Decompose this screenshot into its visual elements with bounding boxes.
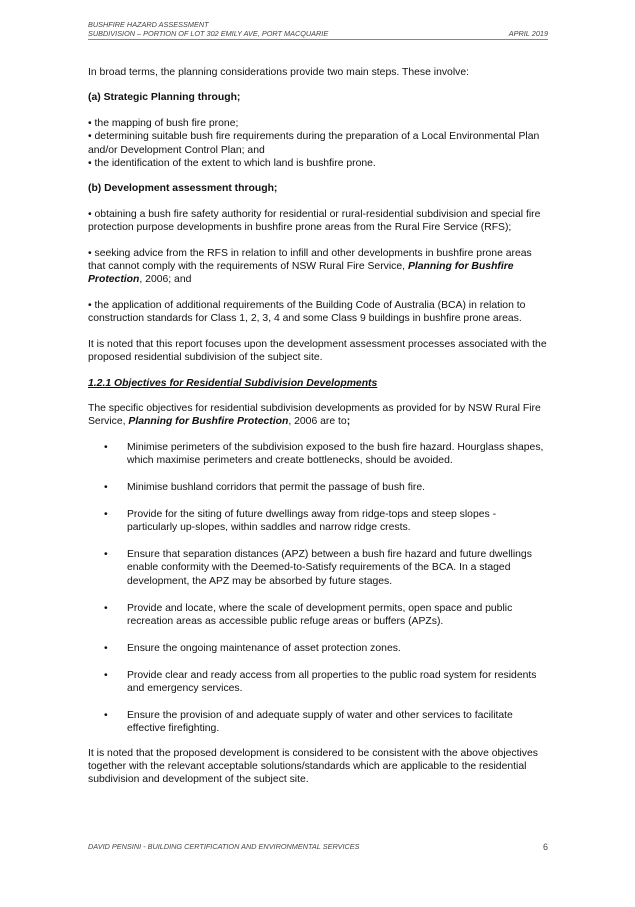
objective-text: Provide clear and ready access from all properties to the public road system for residents and emergency services. xyxy=(127,669,537,694)
objective-item xyxy=(88,602,548,629)
bullet-icon: • xyxy=(104,602,108,614)
objectives-intro-text: , 2006 are to xyxy=(288,416,347,428)
bullet-icon: • xyxy=(104,441,108,453)
objective-text: Minimise bushland corridors that permit the passage of bush fire. xyxy=(127,481,426,493)
page-number: 6 xyxy=(542,842,548,852)
publication-title: Planning for Bushfire Protection xyxy=(128,416,289,428)
development-item-text: • seeking advice from the RFS in relation to infill and other developments in bushfire prone areas that cannot comply with the requirements of NSW Rural Fire Service, xyxy=(88,247,532,273)
objectives-list xyxy=(88,441,548,736)
focus-note: It is noted that this report focuses upon the development assessment processes associated with the proposed residential subdivision of the subject site. xyxy=(88,338,547,364)
objective-item xyxy=(88,441,548,468)
objective-text: Provide and locate, where the scale of development permits, open space and public recreation areas as accessible public refuge areas or buffers (APZs). xyxy=(127,602,513,627)
objective-item xyxy=(88,508,548,535)
strategic-heading: (a) Strategic Planning through; xyxy=(88,92,241,104)
objective-item xyxy=(88,481,548,494)
objective-item xyxy=(88,669,548,696)
strategic-item: • determining suitable bush fire requirements during the preparation of a Local Environmental Plan and/or Development Control Plan; and xyxy=(88,131,540,156)
header-date: APRIL 2019 xyxy=(508,29,548,38)
objective-text: Ensure that separation distances (APZ) between a bush fire hazard and future dwellings enable conformity with the Deemed-to-Satisfy requirements of the BCA. In a staged development, the APZ may be absorbed by future stages. xyxy=(127,548,532,587)
publication-title: Planning for Bushfire Protection xyxy=(88,261,514,286)
objective-text: Ensure the ongoing maintenance of asset protection zones. xyxy=(127,642,401,654)
footer-author: DAVID PENSINI - BUILDING CERTIFICATION AND ENVIRONMENTAL SERVICES xyxy=(88,842,360,851)
development-item: • obtaining a bush fire safety authority for residential or rural-residential subdivision and special fire protection purpose developments in bushfire prone areas from the Rural Fire Service (RFS); xyxy=(88,208,541,234)
page-header xyxy=(88,20,548,40)
section-heading: 1.2.1 Objectives for Residential Subdivision Developments xyxy=(88,377,378,389)
header-subtitle: SUBDIVISION – PORTION OF LOT 302 EMILY AVE, PORT MACQUARIE xyxy=(88,29,329,38)
bullet-icon: • xyxy=(104,481,108,493)
development-item xyxy=(88,247,548,287)
strategic-item: • the mapping of bush fire prone; xyxy=(88,117,239,129)
objective-item xyxy=(88,642,548,655)
objectives-intro-end: ; xyxy=(346,416,351,428)
conclusion-paragraph: It is noted that the proposed development is considered to be consistent with the above objectives together with the relevant acceptable solutions/standards which are applicable to the residential subdivision and development of the subject site. xyxy=(88,747,538,786)
development-item-text: , 2006; and xyxy=(139,274,192,286)
bullet-icon: • xyxy=(104,642,108,654)
objectives-intro xyxy=(88,402,548,429)
intro-paragraph: In broad terms, the planning considerations provide two main steps. These involve: xyxy=(88,67,470,78)
objective-text: Minimise perimeters of the subdivision exposed to the bush fire hazard. Hourglass shapes, which maximise perimeters and create bottlenecks, should be avoided. xyxy=(127,441,544,467)
objective-item xyxy=(88,709,548,736)
objective-text: Provide for the siting of future dwellings away from ridge-tops and steep slopes - particularly up-slopes, within saddles and narrow ridge crests. xyxy=(127,508,497,534)
bullet-icon: • xyxy=(104,709,108,721)
header-subtitle-row xyxy=(88,29,548,40)
objective-text: Ensure the provision of and adequate supply of water and other services to facilitate effective firefighting. xyxy=(127,709,513,735)
page-body xyxy=(88,66,548,787)
bullet-icon: • xyxy=(104,669,108,681)
strategic-item: • the identification of the extent to which land is bushfire prone. xyxy=(88,158,376,170)
development-item: • the application of additional requirements of the Building Code of Australia (BCA) in relation to construction standards for Class 1, 2, 3, 4 and some Class 9 buildings in bushfire prone areas. xyxy=(88,299,526,325)
objective-item xyxy=(88,548,548,588)
development-heading: (b) Development assessment through; xyxy=(88,183,278,195)
page-footer xyxy=(88,842,548,852)
header-title: BUSHFIRE HAZARD ASSESSMENT xyxy=(88,20,209,29)
objectives-intro-text: The specific objectives for residential subdivision developments as provided for by NSW Rural Fire Service, xyxy=(88,402,541,428)
bullet-icon: • xyxy=(104,508,108,520)
bullet-icon: • xyxy=(104,548,108,560)
